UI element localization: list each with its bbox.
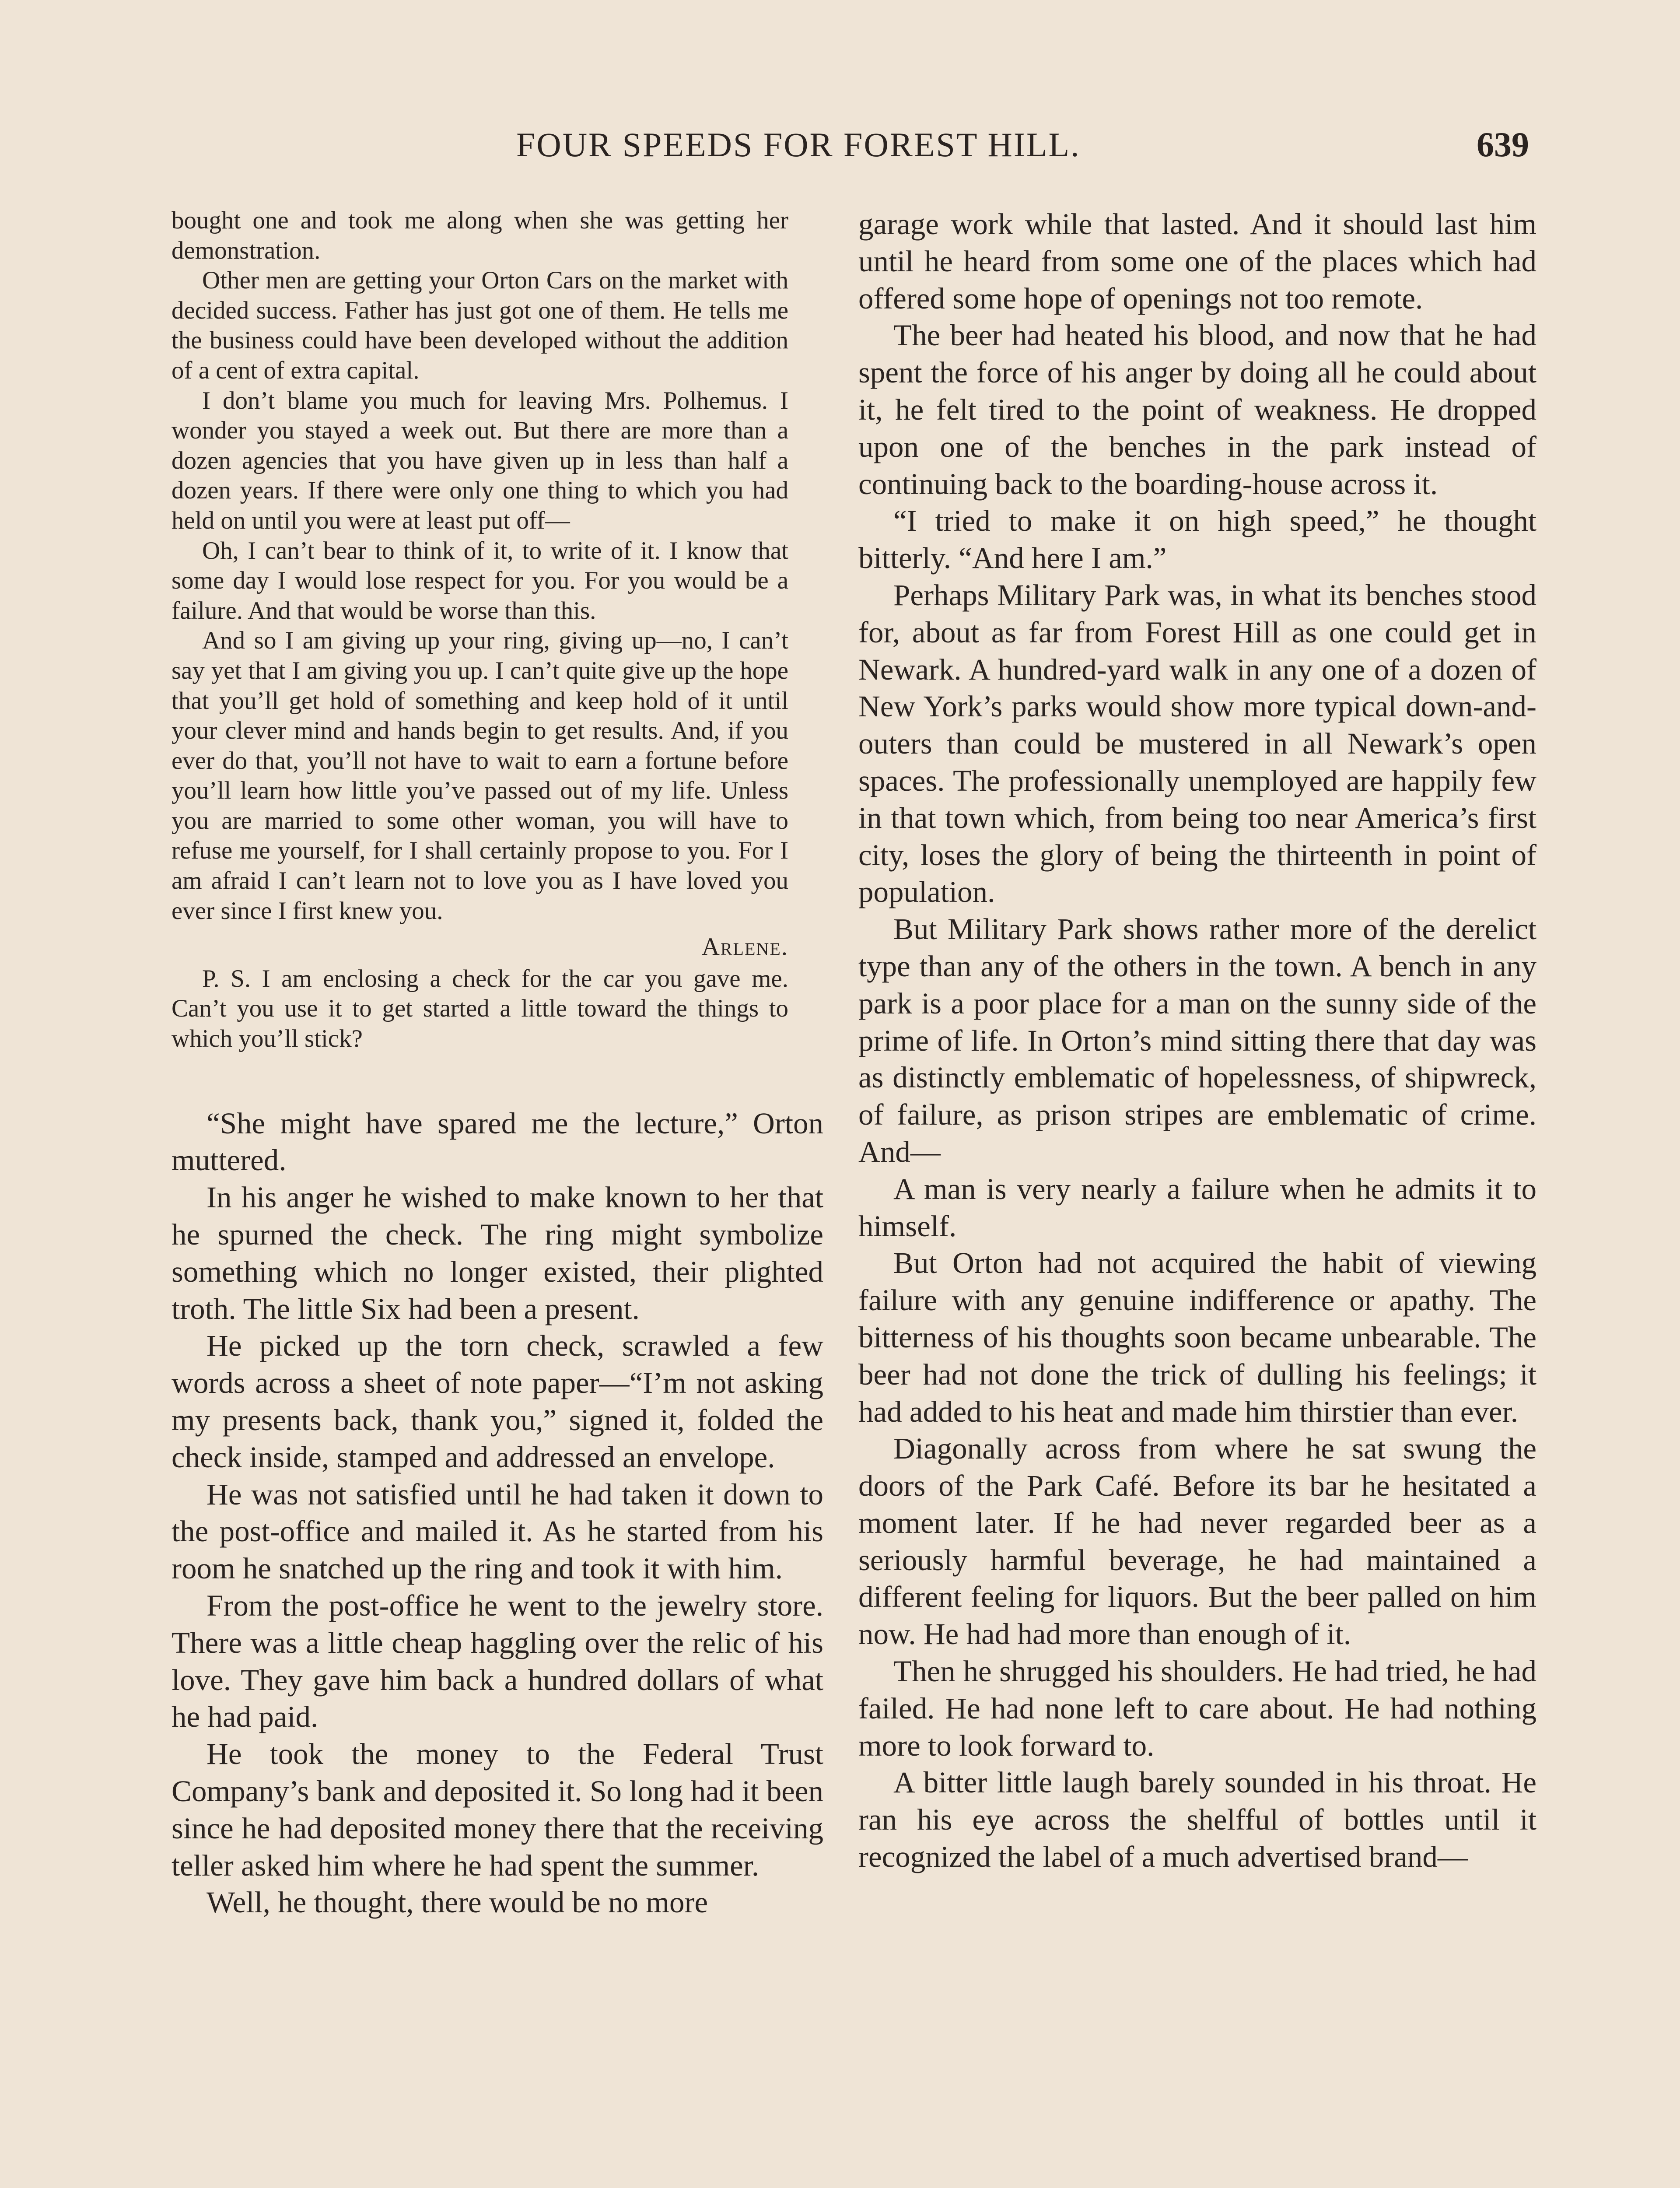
letter-paragraph: And so I am giving up your ring, giving up—no, I can’t say yet that I am giving you up. I can’t quite give up the hope that you’ll get hold of something and keep hold of it until your clever mind and hands begin to get results. And, if you ever do that, you’ll not have to wait to earn a fortune before you’ll learn how little you’ve passed out of my life. Unless you are married to some other woman, you will have to refuse me yourself, for I shall certainly propose to you. For I am afraid I can’t learn not to love you as I have loved you ever since I first knew you. [172, 627, 788, 925]
body-paragraph: “I tried to make it on high speed,” he thought bitterly. “And here I am.” [858, 504, 1536, 575]
body-paragraph: He took the money to the Federal Trust Company’s bank and deposited it. So long had it been since he had deposited money there that the receiving teller asked him where he had spent the summer. [172, 1737, 823, 1882]
body-paragraph: He was not satisfied until he had taken it down to the post-office and mailed it. As he started from his room he snatched up the ring and took it with him. [172, 1477, 823, 1585]
body-paragraph: But Military Park shows rather more of the derelict type than any of the others in the town. A bench in any park is a poor place for a man on the sunny side of the prime of life. In Orton’s mind sitting there that day was as distinctly emblematic of hopelessness, of shipwreck, of failure, as prison stripes are emblematic of crime. And— [858, 912, 1536, 1168]
page-number: 639 [1477, 126, 1529, 164]
body-paragraph: A bitter little laugh barely sounded in his throat. He ran his eye across the shelfful of bottles until it recognized the label of a much advertised brand— [858, 1766, 1536, 1874]
right-column [858, 206, 1536, 1876]
body-paragraph: Then he shrugged his shoulders. He had tried, he had failed. He had none left to care about. He had nothing more to look forward to. [858, 1655, 1536, 1762]
body-paragraph: Well, he thought, there would be no more [206, 1886, 708, 1919]
letter-paragraph: Oh, I can’t bear to think of it, to write of it. I know that some day I would lose respect for you. For you would be a failure. And that would be worse than this. [172, 536, 788, 624]
letter-paragraph: bought one and took me along when she was getting her demonstration. [172, 207, 788, 264]
body-paragraph: A man is very nearly a failure when he admits it to himself. [858, 1172, 1536, 1243]
body-paragraph: He picked up the torn check, scrawled a few words across a sheet of note paper—“I’m not asking my presents back, thank you,” signed it, folded the check inside, stamped and addressed an envelope. [172, 1329, 823, 1474]
body-paragraph: In his anger he wished to make known to her that he spurned the check. The ring might symbolize something which no longer existed, their plighted troth. The little Six had been a present. [172, 1181, 823, 1325]
body-paragraph: But Orton had not acquired the habit of viewing failure with any genuine indifference or apathy. The bitterness of his thoughts soon became unbearable. The beer had not done the trick of dulling his feelings; it had added to his heat and made him thirstier than ever. [858, 1246, 1536, 1428]
letter-paragraph: Other men are getting your Orton Cars on the market with decided success. Father has just got one of them. He tells me the business could have been developed without the addition of a cent of extra capital. [172, 266, 788, 384]
body-paragraph: “She might have spared me the lecture,” Orton muttered. [172, 1106, 823, 1177]
body-paragraph: The beer had heated his blood, and now that he had spent the force of his anger by doing all he could about it, he felt tired to the point of weakness. He dropped upon one of the benches in the park instead of continuing back to the boarding-house across it. [858, 319, 1536, 501]
body-paragraph: Perhaps Military Park was, in what its benches stood for, about as far from Forest Hill as one could get in Newark. A hundred-yard walk in any one of a dozen of New York’s parks would show more typical down-and-outers than could be mustered in all Newark’s open spaces. The professionally unemployed are happily few in that town which, from being too near America’s first city, loses the glory of being the thirteenth in point of population. [858, 578, 1536, 909]
left-body-text [172, 1105, 823, 1922]
page-header [0, 125, 1680, 173]
letter-postscript: P. S. I am enclosing a check for the car you gave me. Can’t you use it to get started a little toward the things to which you’ll stick? [172, 964, 788, 1053]
running-title: FOUR SPEEDS FOR FOREST HILL. [516, 126, 1081, 164]
letter-excerpt [172, 206, 788, 1054]
body-paragraph: garage work while that lasted. And it should last him until he heard from some one of the places which had offered some hope of openings not too remote. [858, 207, 1536, 315]
letter-signature: Arlene. [701, 933, 788, 961]
body-paragraph: Diagonally across from where he sat swung the doors of the Park Café. Before its bar he hesitated a moment later. If he had never regarded beer as a seriously harmful beverage, he had maintained a different feeling for liquors. But the beer palled on him now. He had had more than enough of it. [858, 1432, 1536, 1651]
body-paragraph: From the post-office he went to the jewelry store. There was a little cheap haggling over the relic of his love. They gave him back a hundred dollars of what he had paid. [172, 1588, 823, 1734]
left-column [172, 206, 823, 1921]
letter-paragraph: I don’t blame you much for leaving Mrs. Polhemus. I wonder you stayed a week out. But there are more than a dozen agencies that you have given up in less than half a dozen years. If there were only one thing to which you had held on until you were at least put off— [172, 386, 788, 534]
